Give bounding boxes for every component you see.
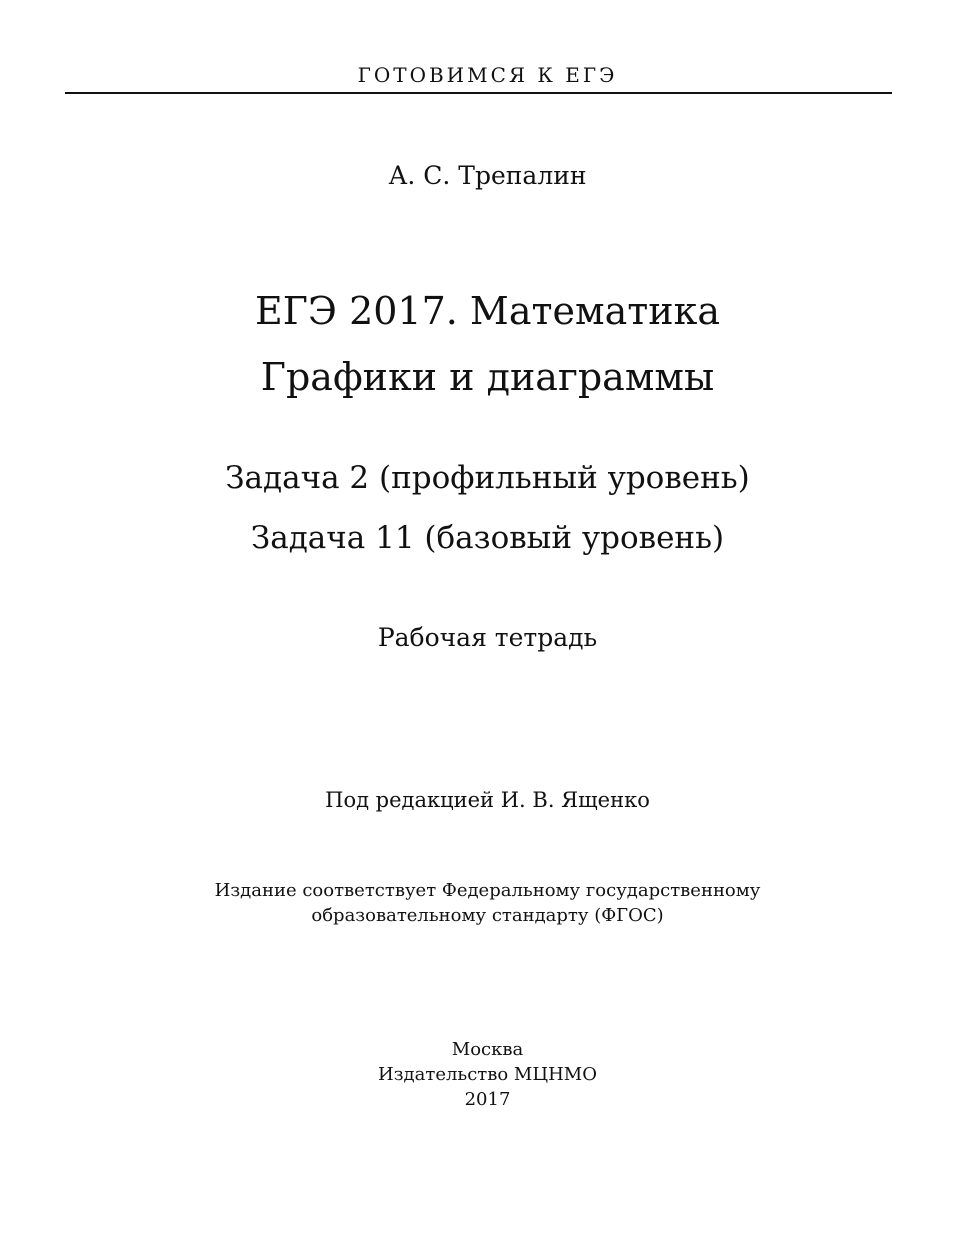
imprint-year: 2017 (464, 1089, 511, 1110)
task-line-1: Задача 2 (профильный уровень) (225, 460, 750, 496)
author: А. С. Трепалин (388, 161, 587, 190)
fgos-note-line-1: Издание соответствует Федеральному государственному (214, 880, 761, 901)
editor: Под редакцией И. В. Ященко (325, 788, 650, 812)
fgos-note-line-2: образовательному стандарту (ФГОС) (311, 905, 664, 926)
book-title-line-1: ЕГЭ 2017. Математика (255, 289, 720, 333)
book-title-line-2: Графики и диаграммы (260, 355, 715, 399)
series-title: ГОТОВИМСЯ К ЕГЭ (357, 63, 618, 87)
header-rule (65, 92, 892, 94)
imprint-publisher: Издательство МЦНМО (378, 1064, 597, 1085)
task-line-2: Задача 11 (базовый уровень) (250, 520, 725, 556)
imprint-city: Москва (451, 1039, 524, 1060)
book-type: Рабочая тетрадь (377, 623, 598, 652)
